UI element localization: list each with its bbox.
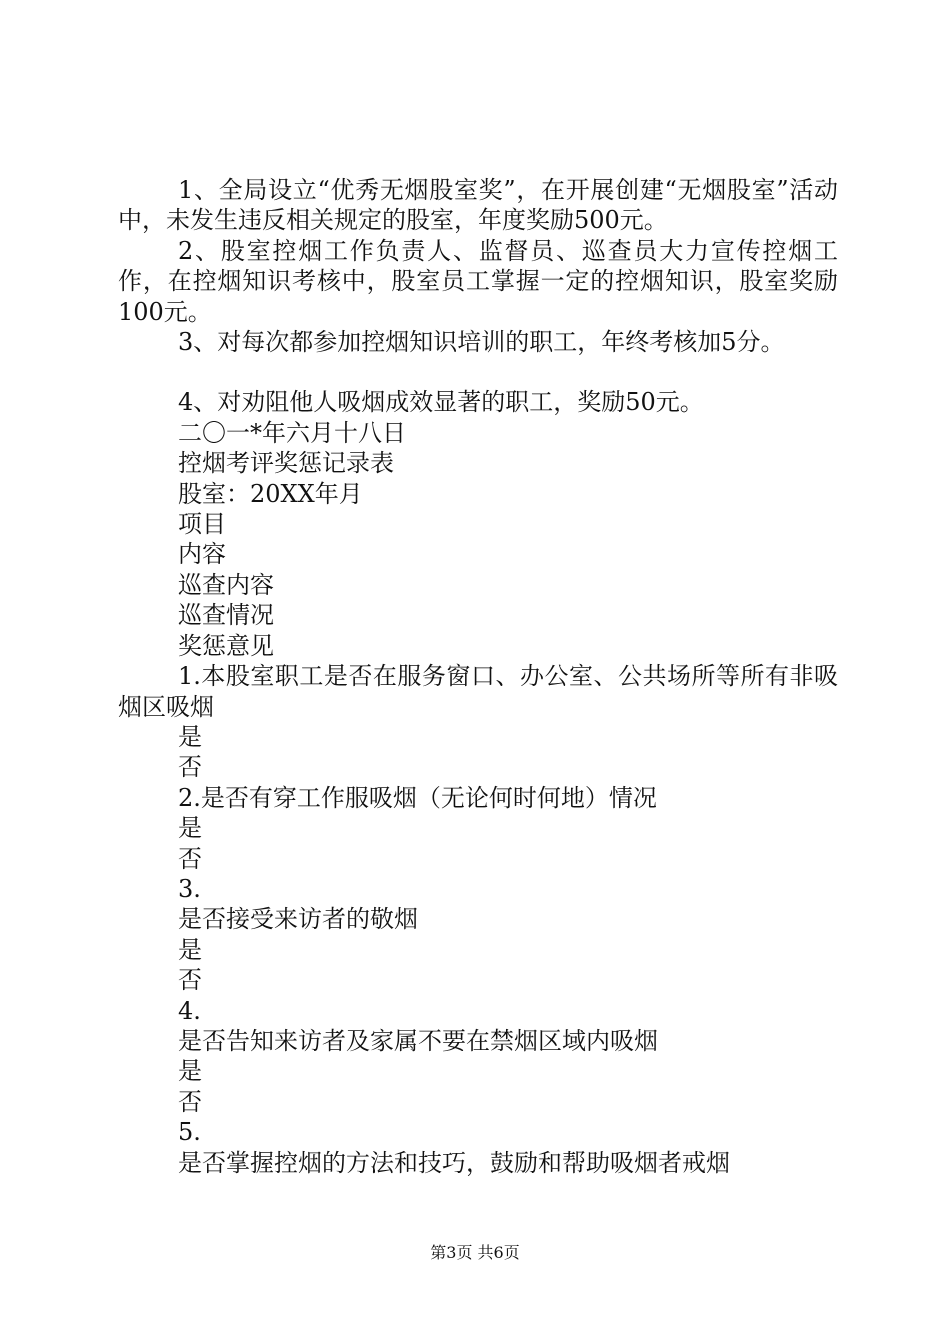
paragraph-reward-2: 2、股室控烟工作负责人、监督员、巡查员大力宣传控烟工作，在控烟知识考核中，股室员工掌握一定的控烟知识，股室奖励100元。: [118, 236, 838, 326]
item-2-text: 2.是否有穿工作服吸烟（无论何时何地）情况: [178, 783, 657, 812]
header-inspection-status: 巡查情况: [178, 601, 274, 630]
document-body: [118, 175, 838, 1178]
item-5-number: 5.: [178, 1118, 201, 1147]
item-2-no: 否: [178, 844, 202, 873]
item-1-text: 1.本股室职工是否在服务窗口、办公室、公共场所等所有非吸烟区吸烟: [118, 662, 838, 721]
dept-line: 股室：20XX年月: [178, 479, 363, 508]
header-content: 内容: [178, 540, 226, 569]
date-line: 二〇一*年六月十八日: [178, 418, 406, 447]
header-inspection-content: 巡查内容: [178, 570, 274, 599]
item-3-number: 3.: [178, 874, 201, 903]
paragraph-reward-4: 4、对劝阻他人吸烟成效显著的职工，奖励50元。: [178, 388, 704, 417]
form-title: 控烟考评奖惩记录表: [178, 449, 394, 478]
item-3-text: 是否接受来访者的敬烟: [178, 905, 418, 934]
item-4-number: 4.: [178, 996, 201, 1025]
paragraph-reward-3: 3、对每次都参加控烟知识培训的职工，年终考核加5分。: [178, 328, 785, 357]
item-1-yes: 是: [178, 722, 202, 751]
item-3-yes: 是: [178, 935, 202, 964]
paragraph-reward-1: 1、全局设立“优秀无烟股室奖”，在开展创建“无烟股室”活动中，未发生违反相关规定的股室，年度奖励500元。: [118, 176, 838, 235]
header-reward-opinion: 奖惩意见: [178, 631, 274, 660]
item-4-text: 是否告知来访者及家属不要在禁烟区域内吸烟: [178, 1026, 658, 1055]
item-3-no: 否: [178, 966, 202, 995]
blank-line: [118, 357, 838, 387]
item-4-yes: 是: [178, 1057, 202, 1086]
item-5-text: 是否掌握控烟的方法和技巧，鼓励和帮助吸烟者戒烟: [178, 1148, 730, 1177]
page-footer: 第3页 共6页: [430, 1243, 520, 1262]
item-1-no: 否: [178, 753, 202, 782]
item-4-no: 否: [178, 1087, 202, 1116]
header-item: 项目: [178, 510, 226, 539]
item-2-yes: 是: [178, 814, 202, 843]
